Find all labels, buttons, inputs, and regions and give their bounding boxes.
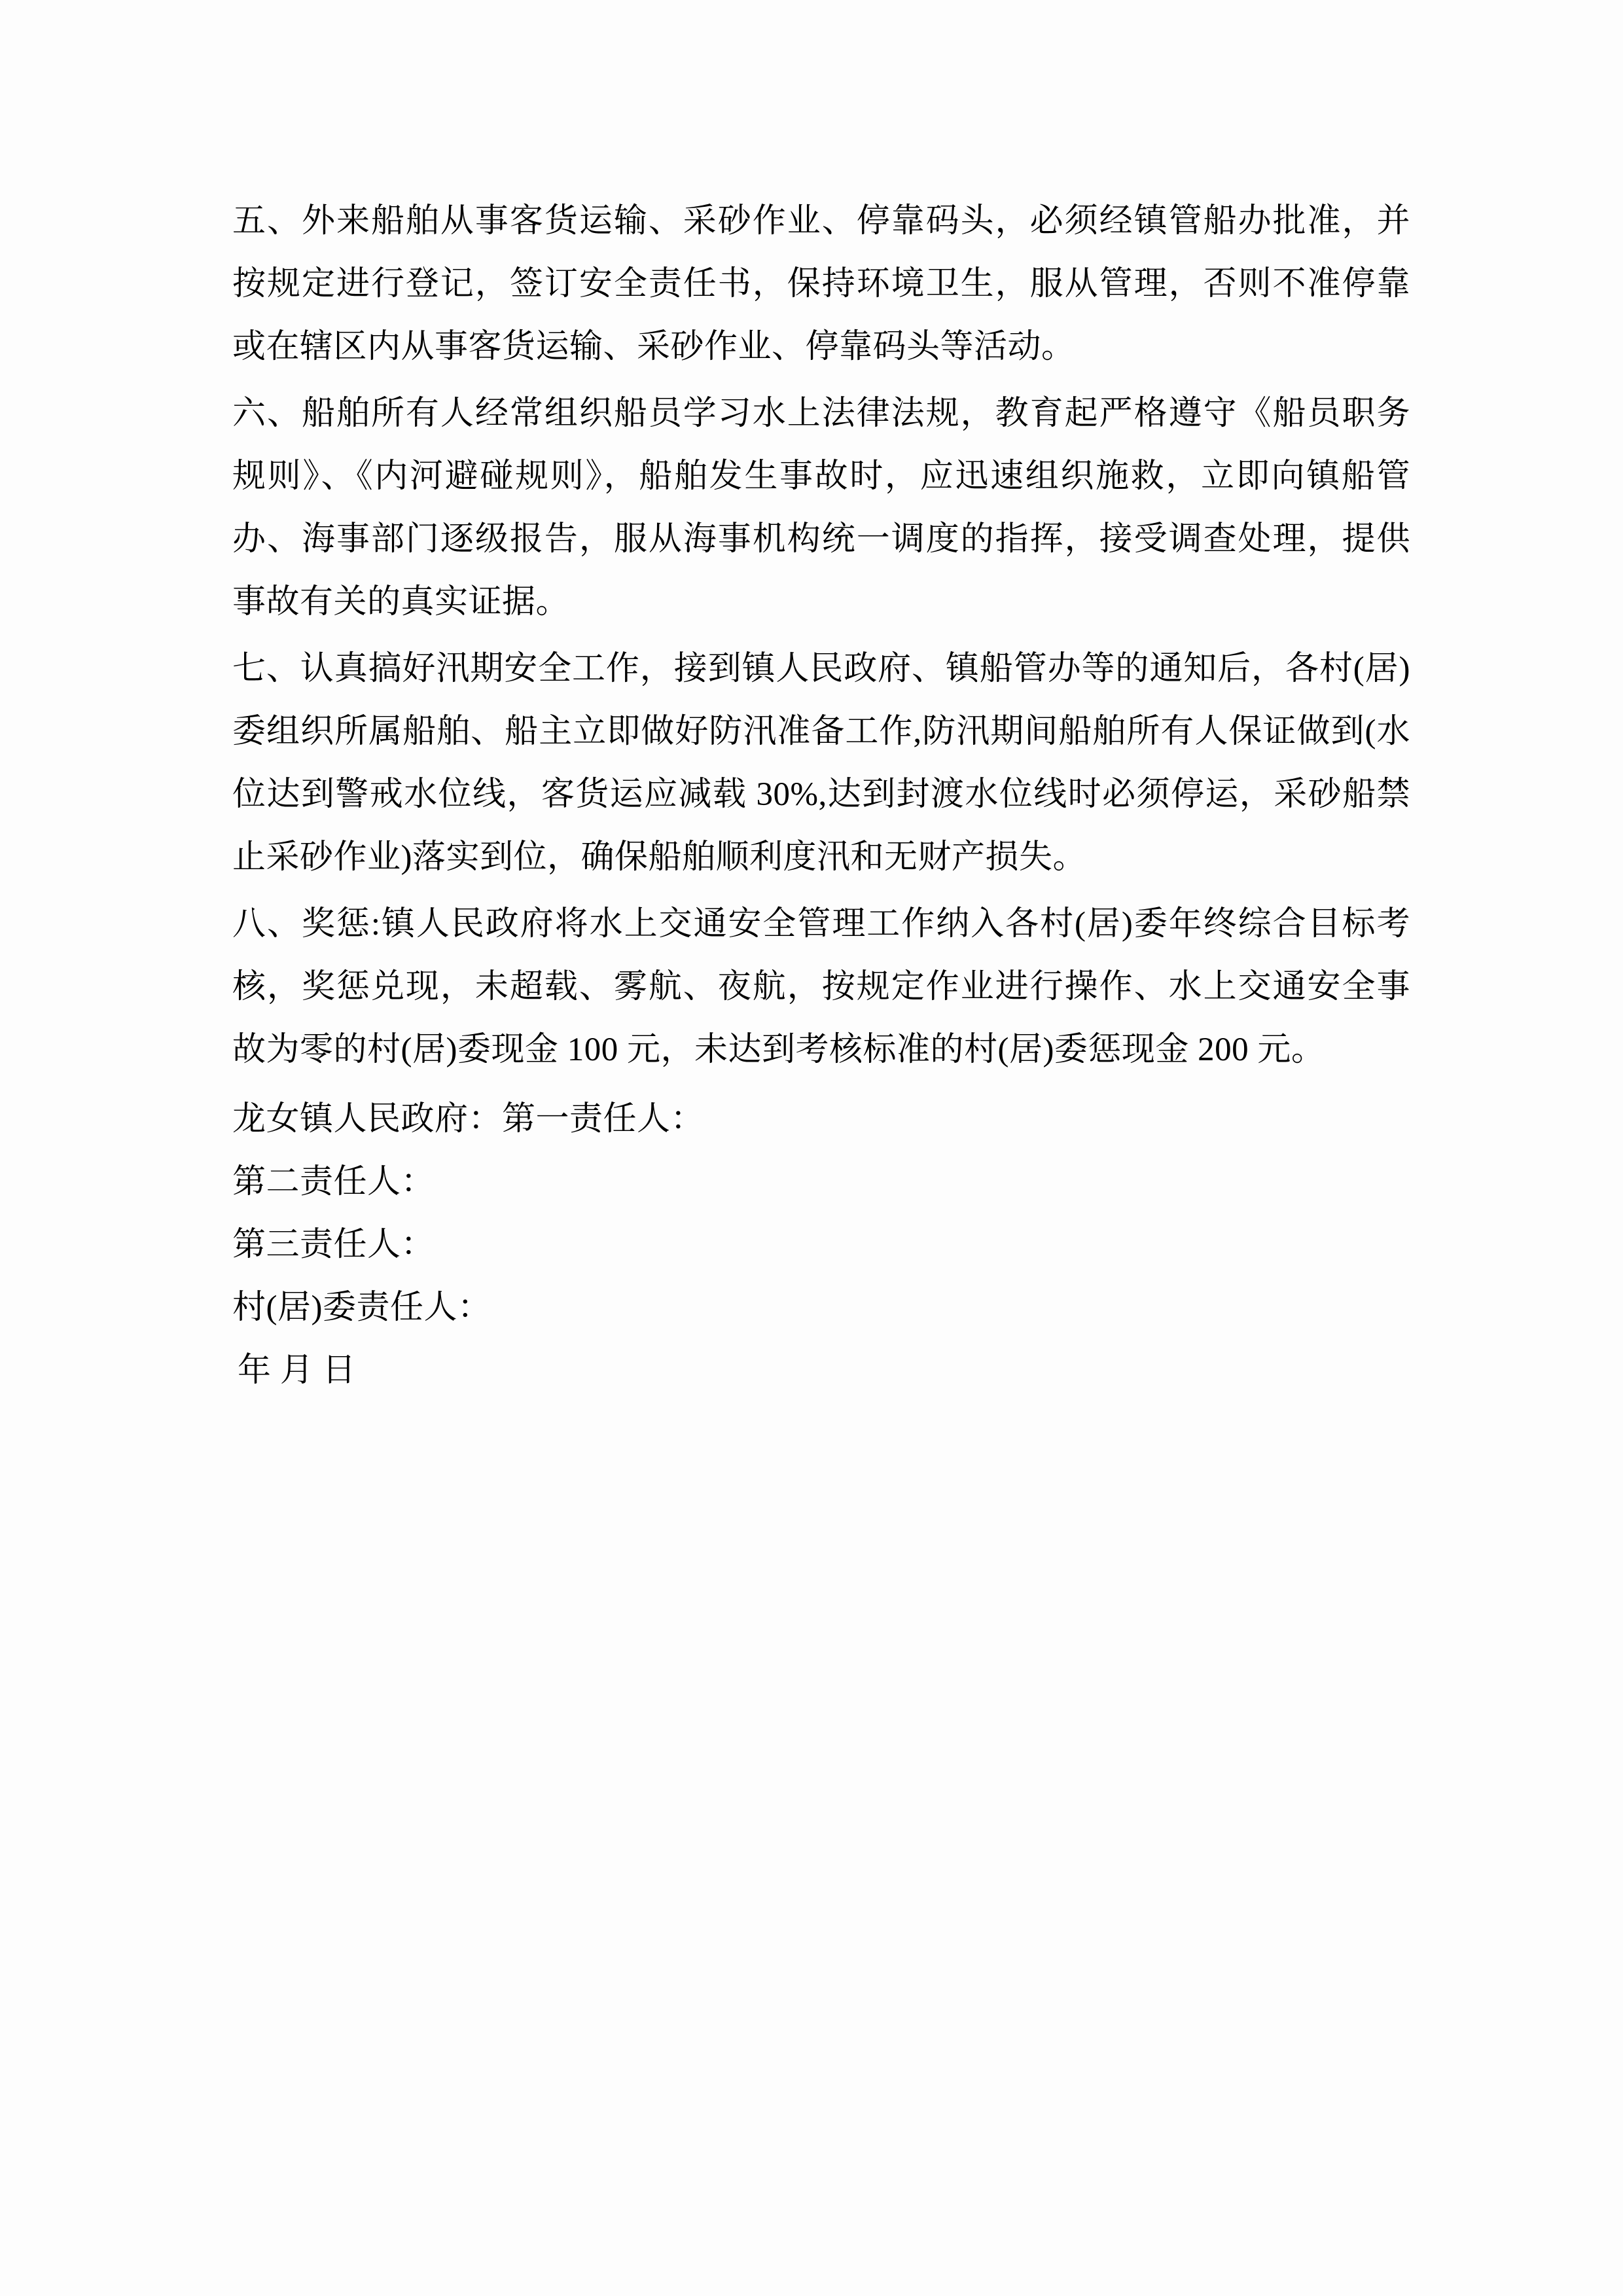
signature-line-third: 第三责任人： — [232, 1227, 435, 1263]
document-body — [232, 190, 1410, 1402]
signature-line-second: 第二责任人： — [232, 1164, 435, 1200]
paragraph-eight: 八、奖惩:镇人民政府将水上交通安全管理工作纳入各村(居)委年终综合目标考核，奖惩兑现，未超载、雾航、夜航，按规定作业进行操作、水上交通安全事故为零的村(居)委现金 100 元，未达到考核标准的村(居)委惩现金 200 元。 — [232, 906, 1410, 1068]
signature-line-government: 龙女镇人民政府：第一责任人： — [232, 1101, 705, 1138]
paragraph-seven: 七、认真搞好汛期安全工作，接到镇人民政府、镇船管办等的通知后，各村(居)委组织所属船舶、船主立即做好防汛准备工作,防汛期间船舶所有人保证做到(水位达到警戒水位线，客货运应减载 30%,达到封渡水位线时必须停运，采砂船禁止采砂作业)落实到位，确保船舶顺利度汛和无财产损失。 — [232, 651, 1410, 876]
paragraph-five: 五、外来船舶从事客货运输、采砂作业、停靠码头，必须经镇管船办批准，并按规定进行登记，签订安全责任书，保持环境卫生，服从管理，否则不准停靠或在辖区内从事客货运输、采砂作业、停靠码头等活动。 — [232, 203, 1410, 365]
signature-line-village: 村(居)委责任人： — [232, 1289, 491, 1326]
date-line: 年 月 日 — [238, 1352, 357, 1389]
paragraph-six: 六、船舶所有人经常组织船员学习水上法律法规，教育起严格遵守《船员职务规则》、《内河避碰规则》，船舶发生事故时，应迅速组织施救，立即向镇船管办、海事部门逐级报告，服从海事机构统一调度的指挥，接受调查处理，提供事故有关的真实证据。 — [232, 395, 1410, 620]
